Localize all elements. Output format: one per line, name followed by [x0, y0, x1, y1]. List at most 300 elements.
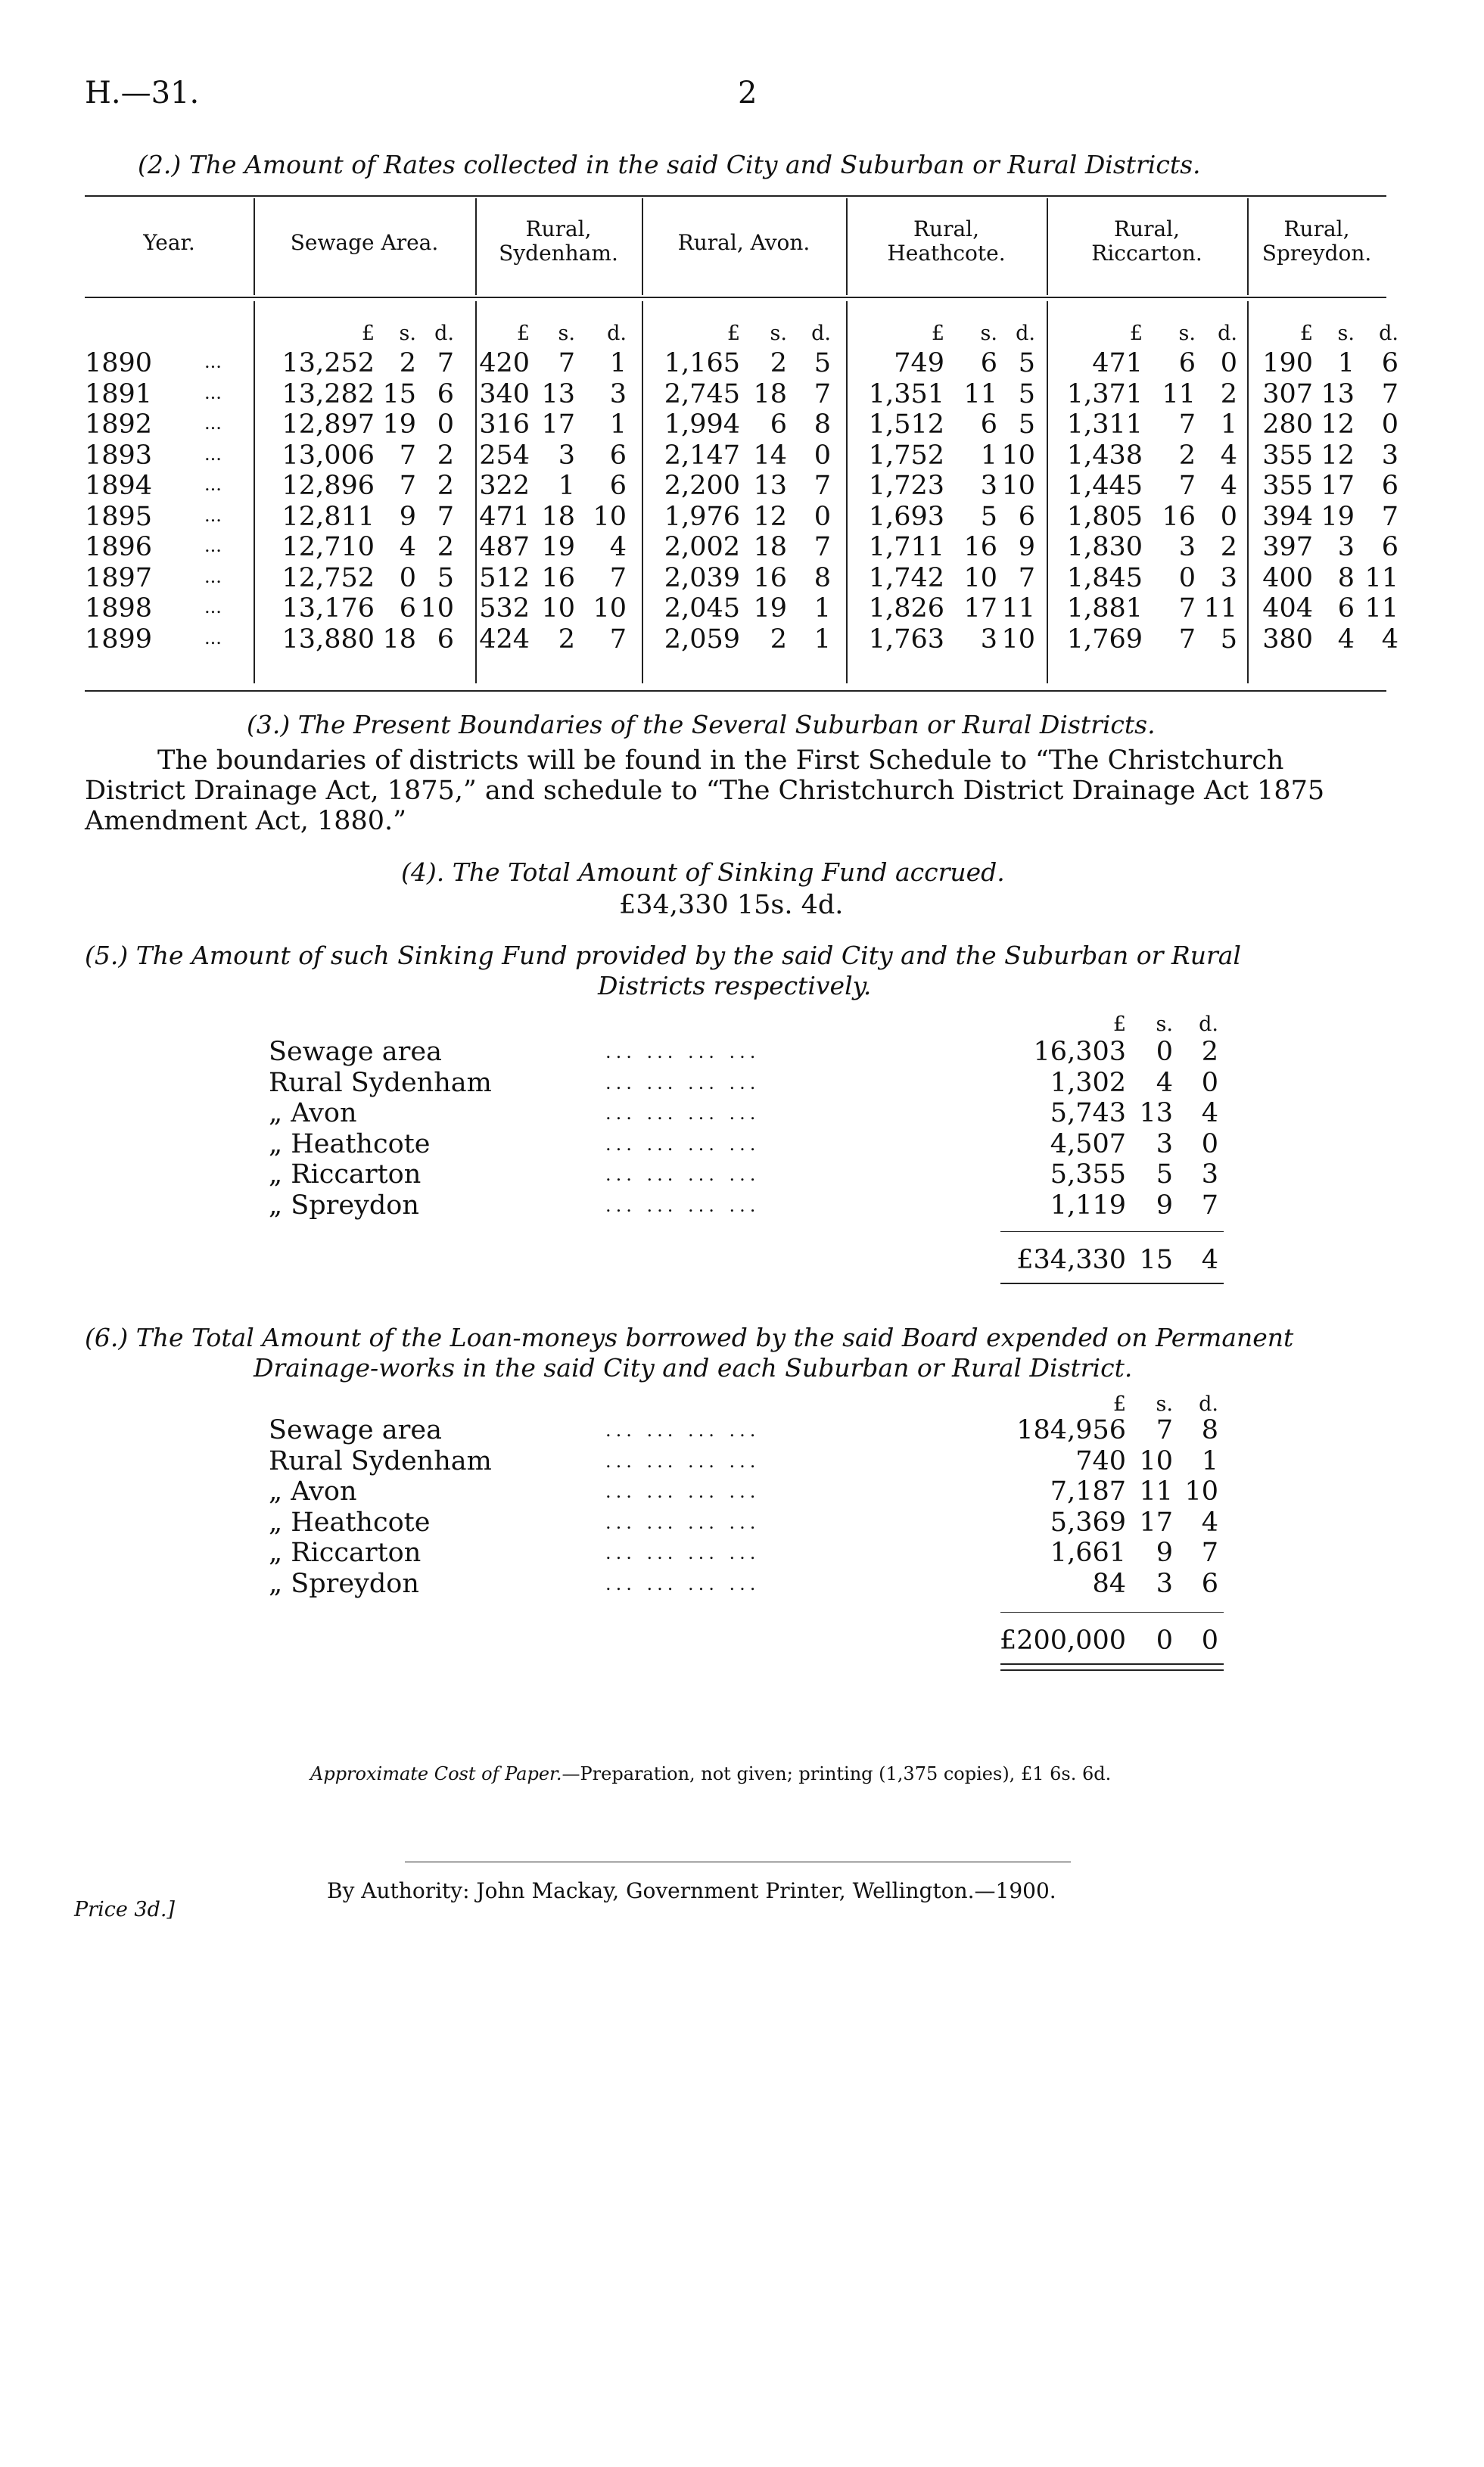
district-label: „ Heathcote: [269, 1128, 431, 1159]
rates-cell: 13,006: [282, 440, 375, 471]
rates-cell: 3: [1381, 440, 1398, 471]
rates-cell: 2: [1220, 378, 1237, 409]
row-leader: ...: [204, 504, 222, 526]
rates-cell: 15: [382, 378, 416, 409]
row-year: 1895: [85, 501, 153, 532]
shillings-value: 0: [1156, 1037, 1173, 1067]
unit-label: s.: [1156, 1392, 1173, 1416]
rates-cell: 8: [814, 409, 831, 440]
rates-cell: 6: [1018, 501, 1035, 532]
rates-cell: 2: [437, 440, 454, 471]
rates-cell: 1,165: [664, 348, 740, 378]
rates-cell: 11: [963, 378, 997, 409]
rates-cell: 2,045: [664, 593, 740, 624]
rates-cell: 1,438: [1066, 440, 1143, 471]
rates-cell: 1,711: [868, 532, 944, 562]
rates-cell: 5: [980, 501, 997, 532]
rates-cell: 10: [541, 593, 575, 624]
pounds-value: 1,661: [1050, 1538, 1126, 1568]
rates-cell: 0: [1178, 562, 1196, 593]
rates-cell: 19: [382, 409, 416, 440]
rates-cell: 1,752: [868, 440, 944, 471]
rates-cell: 12,752: [282, 562, 375, 593]
rates-table: [0, 0, 1484, 726]
rates-cell: 4: [609, 532, 627, 562]
rates-cell: 1,805: [1066, 501, 1143, 532]
rates-cell: 5: [814, 348, 831, 378]
column-header: Rural, Riccarton.: [1091, 216, 1202, 266]
price: Price 3d.]: [74, 1898, 175, 1921]
rates-cell: 2,200: [664, 471, 740, 501]
rates-cell: 1: [1220, 409, 1237, 440]
unit-label: £: [726, 322, 740, 345]
rates-cell: 0: [399, 562, 416, 593]
shillings-value: 4: [1156, 1067, 1173, 1098]
rates-cell: 2,002: [664, 532, 740, 562]
pence-value: 4: [1201, 1507, 1218, 1538]
pounds-value: 5,743: [1050, 1098, 1126, 1128]
rates-cell: 512: [479, 562, 530, 593]
pence-value: 3: [1201, 1159, 1218, 1190]
rates-cell: 13: [1321, 378, 1355, 409]
pence-value: 6: [1201, 1568, 1218, 1599]
dot-leader: ... ... ... ...: [605, 1041, 761, 1062]
rates-cell: 6: [1381, 532, 1398, 562]
shillings-value: 11: [1139, 1476, 1173, 1507]
rates-cell: 3: [980, 624, 997, 655]
dot-leader: ... ... ... ...: [605, 1194, 761, 1216]
pounds-value: 184,956: [1016, 1415, 1126, 1445]
row-leader: ...: [204, 443, 222, 465]
loans-caption-1: (6.) The Total Amount of the Loan-moneys borrowed by the said Board expended on Permanent: [85, 1323, 1294, 1352]
unit-label: s.: [558, 322, 575, 345]
row-year: 1891: [85, 378, 153, 409]
dot-leader: ... ... ... ...: [605, 1420, 761, 1441]
rates-cell: 18: [753, 378, 787, 409]
total-shillings: 15: [1139, 1245, 1173, 1275]
sum-rule: [1000, 1231, 1224, 1232]
row-year: 1893: [85, 440, 153, 471]
rates-cell: 6: [1381, 348, 1398, 378]
rates-cell: 6: [980, 409, 997, 440]
dot-leader: ... ... ... ...: [605, 1542, 761, 1563]
rates-cell: 9: [1018, 532, 1035, 562]
row-year: 1892: [85, 409, 153, 440]
unit-label: s.: [1156, 1013, 1173, 1036]
dot-leader: ... ... ... ...: [605, 1133, 761, 1155]
rates-cell: 471: [479, 501, 530, 532]
rates-cell: 380: [1262, 624, 1313, 655]
rates-cell: 5: [1018, 378, 1035, 409]
rates-cell: 19: [1321, 501, 1355, 532]
total-rule: [1000, 1283, 1224, 1284]
document-reference: H.—31.: [85, 76, 200, 110]
sinking-caption-2: Districts respectively.: [598, 971, 872, 1000]
rates-cell: 7: [1381, 378, 1398, 409]
district-label: „ Riccarton: [269, 1159, 422, 1190]
rates-cell: 1,845: [1066, 562, 1143, 593]
rates-cell: 340: [479, 378, 530, 409]
rates-cell: 3: [980, 471, 997, 501]
rates-cell: 1: [609, 348, 627, 378]
rates-cell: 12,710: [282, 532, 375, 562]
rates-cell: 1,445: [1066, 471, 1143, 501]
rates-cell: 6: [1381, 471, 1398, 501]
unit-label: s.: [980, 322, 997, 345]
rates-cell: 1: [814, 593, 831, 624]
rates-cell: 7: [1018, 562, 1035, 593]
rates-cell: 307: [1262, 378, 1313, 409]
shillings-value: 7: [1156, 1415, 1173, 1445]
rates-cell: 10: [593, 501, 627, 532]
rates-cell: 0: [1220, 348, 1237, 378]
total-rule: [1000, 1663, 1224, 1665]
rates-cell: 1,826: [868, 593, 944, 624]
column-header: Sewage Area.: [290, 230, 439, 255]
rates-cell: 6: [609, 440, 627, 471]
rates-cell: 254: [479, 440, 530, 471]
loans-caption-2: Drainage-works in the said City and each Suburban or Rural District.: [254, 1353, 1133, 1383]
rates-cell: 4: [1220, 440, 1237, 471]
rates-cell: 1,742: [868, 562, 944, 593]
unit-label: £: [1112, 1013, 1126, 1036]
boundaries-text-3: Amendment Act, 1880.”: [85, 806, 407, 836]
district-label: „ Avon: [269, 1476, 357, 1507]
column-header: Rural, Heathcote.: [887, 216, 1006, 266]
rates-cell: 13,282: [282, 378, 375, 409]
unit-label: £: [1129, 322, 1143, 345]
row-year: 1897: [85, 562, 153, 593]
rates-cell: 10: [963, 562, 997, 593]
rates-cell: 13,176: [282, 593, 375, 624]
rates-cell: 6: [1337, 593, 1355, 624]
pence-value: 7: [1201, 1190, 1218, 1221]
row-leader: ...: [204, 381, 222, 403]
rates-cell: 6: [770, 409, 787, 440]
pounds-value: 16,303: [1033, 1037, 1126, 1067]
rates-cell: 355: [1262, 471, 1313, 501]
rates-cell: 11: [1364, 593, 1398, 624]
unit-label: d.: [1016, 322, 1035, 345]
rates-cell: 10: [1001, 471, 1035, 501]
district-label: Sewage area: [269, 1037, 442, 1067]
rates-cell: 2,039: [664, 562, 740, 593]
pence-value: 0: [1201, 1067, 1218, 1098]
pounds-value: 5,355: [1050, 1159, 1126, 1190]
rates-cell: 2: [1178, 440, 1196, 471]
rates-cell: 1: [814, 624, 831, 655]
rates-cell: 10: [1001, 440, 1035, 471]
rates-cell: 7: [1178, 409, 1196, 440]
unit-label: d.: [1199, 1013, 1218, 1036]
rates-cell: 12: [753, 501, 787, 532]
rates-cell: 2: [399, 348, 416, 378]
dot-leader: ... ... ... ...: [605, 1573, 761, 1594]
rates-cell: 7: [814, 532, 831, 562]
rates-cell: 2: [770, 624, 787, 655]
rates-cell: 18: [541, 501, 575, 532]
rates-cell: 7: [437, 348, 454, 378]
rates-cell: 1: [1337, 348, 1355, 378]
district-label: „ Avon: [269, 1098, 357, 1128]
pence-value: 8: [1201, 1415, 1218, 1445]
pence-value: 4: [1201, 1098, 1218, 1128]
rates-cell: 1,351: [868, 378, 944, 409]
rates-cell: 3: [558, 440, 575, 471]
unit-label: d.: [1218, 322, 1237, 345]
rates-cell: 0: [1220, 501, 1237, 532]
sinking-total-amount: £34,330 15s. 4d.: [619, 890, 844, 920]
pence-value: 7: [1201, 1538, 1218, 1568]
rates-cell: 10: [1001, 624, 1035, 655]
rates-cell: 7: [1381, 501, 1398, 532]
sinking-caption-1: (5.) The Amount of such Sinking Fund provided by the said City and the Suburban or Rural: [85, 941, 1241, 970]
unit-label: £: [361, 322, 375, 345]
rates-cell: 3: [1178, 532, 1196, 562]
rates-cell: 17: [963, 593, 997, 624]
dot-leader: ... ... ... ...: [605, 1450, 761, 1472]
rates-cell: 420: [479, 348, 530, 378]
unit-label: s.: [1178, 322, 1196, 345]
row-leader: ...: [204, 474, 222, 495]
rates-cell: 8: [1337, 562, 1355, 593]
rates-cell: 9: [399, 501, 416, 532]
total-pounds: £34,330: [1016, 1245, 1126, 1275]
shillings-value: 9: [1156, 1190, 1173, 1221]
rates-cell: 0: [437, 409, 454, 440]
sum-rule: [1000, 1612, 1224, 1613]
rates-cell: 12,811: [282, 501, 375, 532]
pounds-value: 4,507: [1050, 1128, 1126, 1159]
rates-cell: 1,769: [1066, 624, 1143, 655]
rates-cell: 487: [479, 532, 530, 562]
column-header: Rural, Avon.: [677, 230, 810, 255]
rates-cell: 4: [399, 532, 416, 562]
district-label: „ Heathcote: [269, 1507, 431, 1538]
authority-line: By Authority: John Mackay, Government Printer, Wellington.—1900.: [327, 1878, 1056, 1903]
unit-label: s.: [770, 322, 787, 345]
district-label: „ Spreydon: [269, 1568, 419, 1599]
dot-leader: ... ... ... ...: [605, 1511, 761, 1533]
column-header: Year.: [143, 230, 195, 255]
rates-cell: 280: [1262, 409, 1313, 440]
sinking-total-caption: (4). The Total Amount of Sinking Fund accrued.: [401, 857, 1005, 887]
unit-label: £: [931, 322, 944, 345]
cost-note: [310, 1763, 1111, 1784]
total-pounds: £200,000: [999, 1625, 1126, 1656]
rates-cell: 3: [1337, 532, 1355, 562]
shillings-value: 3: [1156, 1128, 1173, 1159]
pounds-value: 84: [1092, 1568, 1126, 1599]
rates-cell: 0: [1381, 409, 1398, 440]
rates-cell: 19: [541, 532, 575, 562]
unit-label: £: [1299, 322, 1313, 345]
dot-leader: ... ... ... ...: [605, 1481, 761, 1502]
unit-label: £: [1112, 1392, 1126, 1416]
rates-cell: 749: [894, 348, 944, 378]
boundaries-caption: (3.) The Present Boundaries of the Several Suburban or Rural Districts.: [247, 710, 1156, 739]
rates-cell: 1: [980, 440, 997, 471]
rates-cell: 1,512: [868, 409, 944, 440]
shillings-value: 9: [1156, 1538, 1173, 1568]
rates-cell: 1,311: [1066, 409, 1143, 440]
rates-cell: 14: [753, 440, 787, 471]
pence-value: 1: [1201, 1445, 1218, 1476]
rates-cell: 13,880: [282, 624, 375, 655]
rates-cell: 7: [399, 471, 416, 501]
rates-cell: 1,830: [1066, 532, 1143, 562]
rates-cell: 2,745: [664, 378, 740, 409]
row-year: 1896: [85, 532, 153, 562]
row-year: 1898: [85, 593, 153, 624]
rates-cell: 6: [437, 378, 454, 409]
rates-cell: 12: [1321, 440, 1355, 471]
rates-cell: 11: [1364, 562, 1398, 593]
total-pence: 0: [1201, 1625, 1218, 1656]
rates-cell: 7: [558, 348, 575, 378]
total-shillings: 0: [1156, 1625, 1173, 1656]
pence-value: 0: [1201, 1128, 1218, 1159]
rates-cell: 424: [479, 624, 530, 655]
rates-cell: 4: [1220, 471, 1237, 501]
pence-value: 10: [1184, 1476, 1218, 1507]
rates-cell: 12,897: [282, 409, 375, 440]
shillings-value: 17: [1139, 1507, 1173, 1538]
rates-cell: 16: [541, 562, 575, 593]
rates-cell: 404: [1262, 593, 1313, 624]
unit-label: d.: [811, 322, 831, 345]
rates-cell: 532: [479, 593, 530, 624]
rates-cell: 18: [382, 624, 416, 655]
unit-label: d.: [434, 322, 454, 345]
rates-cell: 190: [1262, 348, 1313, 378]
rates-cell: 7: [1178, 593, 1196, 624]
row-leader: ...: [204, 412, 222, 434]
rates-cell: 2: [437, 532, 454, 562]
rates-cell: 1,994: [664, 409, 740, 440]
rates-cell: 1,763: [868, 624, 944, 655]
cost-text: —Preparation, not given; printing (1,375 copies), £1 6s. 6d.: [562, 1763, 1112, 1784]
rates-cell: 13: [753, 471, 787, 501]
rates-cell: 7: [1178, 471, 1196, 501]
boundaries-text-2: District Drainage Act, 1875,” and schedule to “The Christchurch District Drainage Act 1875: [85, 776, 1325, 806]
district-label: „ Riccarton: [269, 1538, 422, 1568]
rates-cell: 1: [609, 409, 627, 440]
rates-cell: 355: [1262, 440, 1313, 471]
shillings-value: 13: [1139, 1098, 1173, 1128]
unit-label: d.: [1379, 322, 1398, 345]
rates-cell: 19: [753, 593, 787, 624]
page-number: 2: [738, 76, 758, 110]
district-label: Rural Sydenham: [269, 1445, 492, 1476]
row-leader: ...: [204, 627, 222, 649]
rates-cell: 7: [1178, 624, 1196, 655]
rates-cell: 12,896: [282, 471, 375, 501]
rates-cell: 10: [420, 593, 454, 624]
column-header: Rural, Sydenham.: [499, 216, 618, 266]
rates-cell: 16: [963, 532, 997, 562]
rates-cell: 6: [1178, 348, 1196, 378]
rates-cell: 3: [1220, 562, 1237, 593]
rates-cell: 400: [1262, 562, 1313, 593]
pounds-value: 1,302: [1050, 1067, 1126, 1098]
rates-cell: 13: [541, 378, 575, 409]
row-year: 1890: [85, 348, 153, 378]
rates-cell: 0: [814, 440, 831, 471]
rates-cell: 12: [1321, 409, 1355, 440]
rates-cell: 2,147: [664, 440, 740, 471]
rates-cell: 1,723: [868, 471, 944, 501]
rates-cell: 1,881: [1066, 593, 1143, 624]
pounds-value: 5,369: [1050, 1507, 1126, 1538]
total-rule: [1000, 1669, 1224, 1671]
rates-cell: 3: [609, 378, 627, 409]
rates-cell: 11: [1162, 378, 1196, 409]
rates-cell: 394: [1262, 501, 1313, 532]
total-pence: 4: [1201, 1245, 1218, 1275]
rates-cell: 13,252: [282, 348, 375, 378]
rates-cell: 11: [1203, 593, 1237, 624]
rates-cell: 7: [399, 440, 416, 471]
row-leader: ...: [204, 535, 222, 556]
rates-cell: 1,371: [1066, 378, 1143, 409]
rates-cell: 18: [753, 532, 787, 562]
rates-caption: (2.) The Amount of Rates collected in the said City and Suburban or Rural Districts.: [138, 150, 1201, 179]
column-header: Rural, Spreydon.: [1262, 216, 1372, 266]
rates-cell: 2: [1220, 532, 1237, 562]
row-leader: ...: [204, 596, 222, 618]
rates-cell: 5: [1018, 348, 1035, 378]
rates-cell: 17: [1321, 471, 1355, 501]
rates-cell: 8: [814, 562, 831, 593]
unit-label: d.: [607, 322, 627, 345]
row-year: 1894: [85, 471, 153, 501]
dot-leader: ... ... ... ...: [605, 1103, 761, 1124]
boundaries-text-1: The boundaries of districts will be found in the First Schedule to “The Christchurch: [157, 745, 1284, 776]
rates-cell: 4: [1337, 624, 1355, 655]
unit-label: s.: [399, 322, 416, 345]
rates-cell: 5: [1220, 624, 1237, 655]
rates-cell: 5: [1018, 409, 1035, 440]
rates-cell: 322: [479, 471, 530, 501]
rates-cell: 6: [437, 624, 454, 655]
rates-cell: 6: [399, 593, 416, 624]
row-year: 1899: [85, 624, 153, 655]
rates-cell: 397: [1262, 532, 1313, 562]
shillings-value: 5: [1156, 1159, 1173, 1190]
pounds-value: 740: [1075, 1445, 1126, 1476]
cost-label: Approximate Cost of Paper.: [310, 1763, 562, 1784]
pounds-value: 7,187: [1050, 1476, 1126, 1507]
rates-cell: 7: [814, 378, 831, 409]
rates-cell: 16: [753, 562, 787, 593]
row-leader: ...: [204, 351, 222, 372]
rates-cell: 0: [814, 501, 831, 532]
pence-value: 2: [1201, 1037, 1218, 1067]
rates-cell: 316: [479, 409, 530, 440]
shillings-value: 3: [1156, 1568, 1173, 1599]
rates-cell: 471: [1092, 348, 1143, 378]
rates-cell: 4: [1381, 624, 1398, 655]
rates-cell: 6: [609, 471, 627, 501]
unit-label: d.: [1199, 1392, 1218, 1416]
district-label: „ Spreydon: [269, 1190, 419, 1221]
unit-label: £: [516, 322, 530, 345]
rates-cell: 2,059: [664, 624, 740, 655]
shillings-value: 10: [1139, 1445, 1173, 1476]
rates-cell: 16: [1162, 501, 1196, 532]
rates-cell: 6: [980, 348, 997, 378]
